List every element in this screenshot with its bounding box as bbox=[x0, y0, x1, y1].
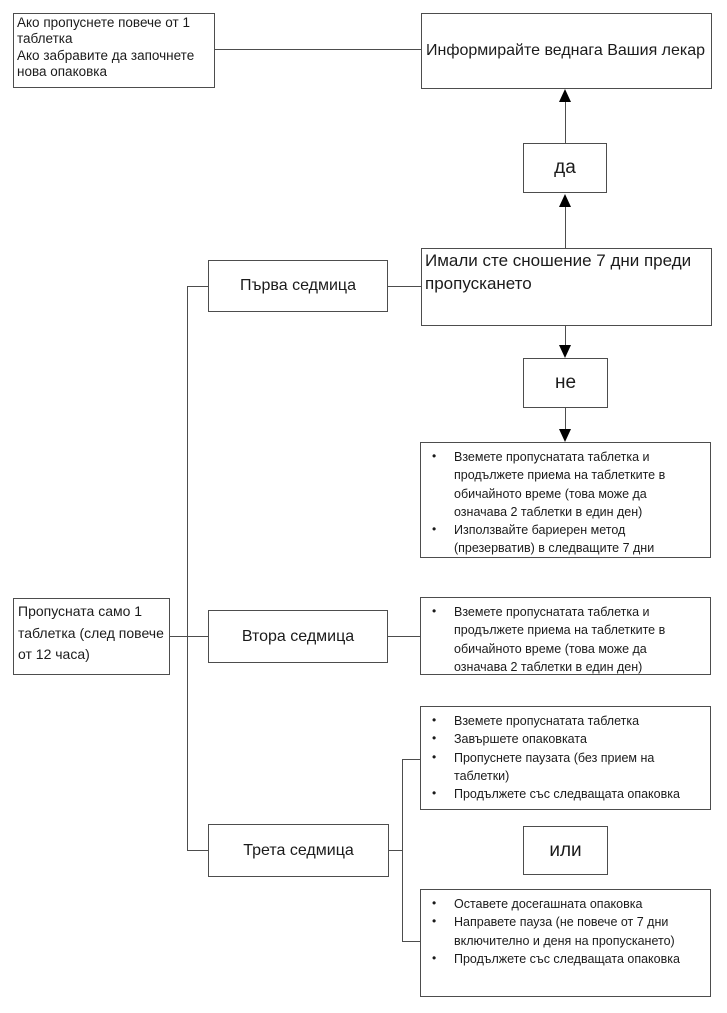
bullet-item: • Завършете опаковката bbox=[421, 730, 702, 748]
box-week3-option1 bbox=[420, 706, 711, 810]
missed-more-line-1: Ако пропуснете повече от 1 таблетка bbox=[17, 15, 190, 47]
box-yes bbox=[523, 143, 607, 193]
box-question-intercourse bbox=[421, 248, 712, 326]
bullet-item: • Оставете досегашната опаковка bbox=[421, 895, 702, 913]
week-2-label: Втора седмица bbox=[241, 627, 355, 645]
no-label: не bbox=[554, 372, 577, 393]
box-week-3 bbox=[208, 824, 389, 877]
arrowhead-up-into-da bbox=[559, 194, 571, 207]
spine-left-vertical bbox=[187, 286, 188, 850]
box-or bbox=[523, 826, 608, 875]
connector-week3-to-option1 bbox=[402, 759, 420, 760]
bullet-item: • Пропуснете паузата (без прием на таблетки) bbox=[421, 749, 702, 786]
connector-week3-to-option2 bbox=[402, 941, 420, 942]
bullet-item: • Продължете със следващата опаковка bbox=[421, 785, 702, 803]
spine-week3-vertical bbox=[402, 759, 403, 942]
connector-question-to-da-shaft bbox=[565, 206, 566, 248]
week-1-label: Първа седмица bbox=[240, 277, 356, 294]
connector-ne-to-instr1-shaft bbox=[565, 408, 566, 429]
box-inform-doctor bbox=[421, 13, 712, 89]
or-label: или bbox=[549, 839, 582, 861]
bullet-item: • Използвайте бариерен метод (презерватив) в следващите 7 дни bbox=[421, 521, 702, 558]
bullet-item: • Продължете със следващата опаковка bbox=[421, 950, 702, 968]
week3-option2-list bbox=[421, 890, 710, 968]
missed-one-label: Пропусната само 1 таблетка (след повече от 12 часа) bbox=[18, 603, 164, 663]
arrowhead-down-into-ne bbox=[559, 345, 571, 358]
box-no bbox=[523, 358, 608, 408]
box-week-2 bbox=[208, 610, 388, 663]
arrowhead-up-into-inform bbox=[559, 89, 571, 102]
bullet-item: • Вземете пропуснатата таблетка и продължете приема на таблетките в обичайното време (това може да означава 2 таблетки в един ден) bbox=[421, 603, 702, 676]
yes-label: да bbox=[554, 157, 576, 178]
inform-doctor-label: Информирайте веднага Вашия лекар bbox=[426, 42, 706, 59]
question-label: Имали сте сношение 7 дни преди пропускането bbox=[425, 251, 692, 293]
box-week1-instructions bbox=[420, 442, 711, 558]
box-week3-option2 bbox=[420, 889, 711, 997]
week-3-label: Трета седмица bbox=[243, 841, 354, 859]
week2-instructions-list bbox=[421, 598, 710, 676]
week3-option1-list bbox=[421, 707, 710, 803]
connector-question-to-ne-shaft bbox=[565, 326, 566, 346]
connector-da-to-inform-shaft bbox=[565, 100, 566, 143]
box-week-1 bbox=[208, 260, 388, 312]
bullet-item: • Вземете пропуснатата таблетка и продължете приема на таблетките в обичайното време (това може да означава 2 таблетки в един ден) bbox=[421, 448, 702, 521]
box-missed-one-tablet bbox=[13, 598, 170, 675]
bullet-item: • Вземете пропуснатата таблетка bbox=[421, 712, 702, 730]
arrowhead-down-into-instr1 bbox=[559, 429, 571, 442]
connector-topleft-to-inform bbox=[215, 49, 422, 50]
box-week2-instructions bbox=[420, 597, 711, 675]
missed-more-line-2: Ако забравите да започнете нова опаковка bbox=[17, 47, 195, 80]
box-missed-more-than-one bbox=[13, 13, 215, 88]
bullet-item: • Направете пауза (не повече от 7 дни включително и деня на пропускането) bbox=[421, 913, 702, 950]
week1-instructions-list bbox=[421, 443, 710, 558]
